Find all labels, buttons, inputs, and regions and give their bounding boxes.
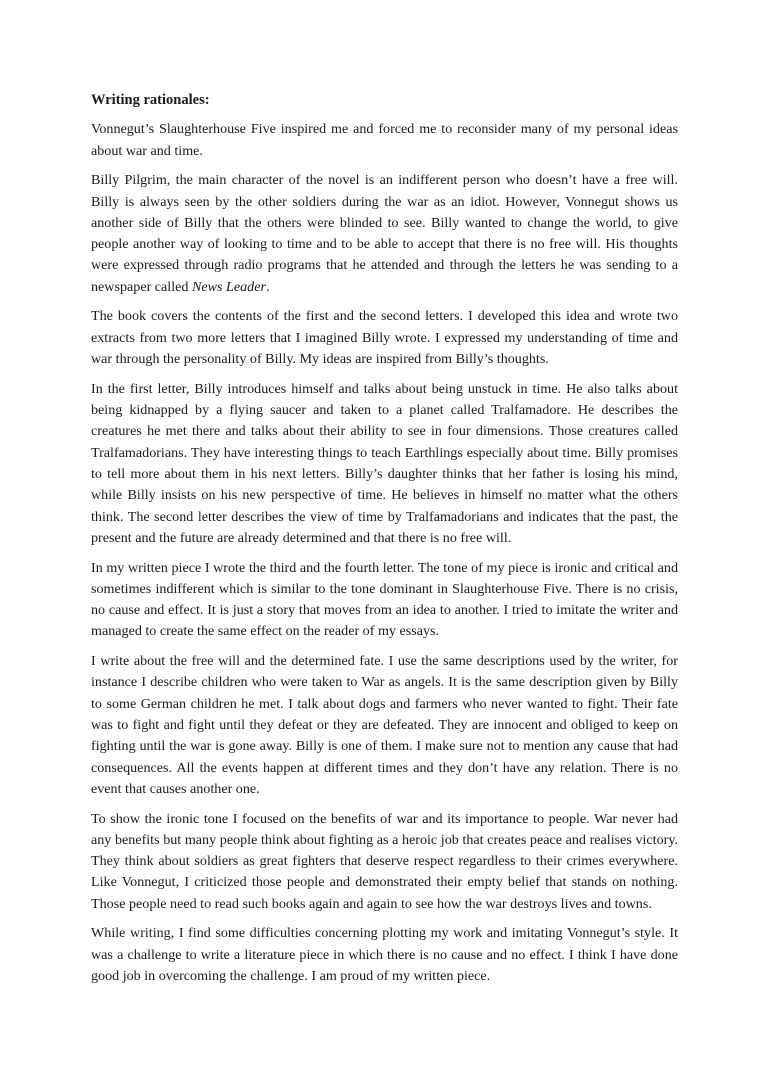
paragraph-2-text: Billy Pilgrim, the main character of the novel is an indifferent person who doesn’t have a free will. Billy is always seen by the other soldiers during the war as an idiot. However, Vonnegut shows us another side of Billy that the others were blinded to see. Billy wanted to change the world, to give people another way of looking to time and to be able to accept that there is no free will. His thoughts were expressed through radio programs that he attended and through the letters he was sending to a newspaper called [91, 172, 678, 295]
paragraph-7: To show the ironic tone I focused on the benefits of war and its importance to people. War never had any benefits but many people think about fighting as a heroic job that creates peace and realises victory. They think about soldiers as great fighters that deserve respect regardless to their crimes everywhere. Like Vonnegut, I criticized those people and demonstrated their empty belief that stands on nothing. Those people need to read such books again and again to see how the war destroys lives and towns. [91, 810, 678, 912]
document-body [91, 90, 678, 996]
paragraph-3: The book covers the contents of the first and the second letters. I developed this idea and wrote two extracts from two more letters that I imagined Billy wrote. I expressed my understanding of time and war through the personality of Billy. My ideas are inspired from Billy’s thoughts. [91, 308, 678, 368]
paragraph-4: In the first letter, Billy introduces himself and talks about being unstuck in time. He also talks about being kidnapped by a flying saucer and taken to a planet called Tralfamadore. He describes the creatures he met there and talks about their ability to see in four dimensions. Those creatures called Tralfamadorians. They have interesting things to teach Earthlings especially about time. Billy promises to tell more about them in his next letters. Billy’s daughter thinks that her father is losing his mind, while Billy insists on his new perspective of time. He believes in himself no matter what the others think. The second letter describes the view of time by Tralfamadorians and indicates that the past, the present and the future are already determined and that there is no free will. [91, 380, 678, 546]
newspaper-title: News Leader [191, 278, 266, 295]
paragraph-6: I write about the free will and the determined fate. I use the same descriptions used by the writer, for instance I describe children who were taken to War as angels. It is the same description given by Billy to some German children he met. I talk about dogs and farmers who never wanted to fight. Their fate was to fight and fight until they defeat or they are defeated. They are innocent and obliged to keep on fighting until the war is gone away. Billy is one of them. I make sure not to mention any cause that had consequences. All the events happen at different times and they don’t have any relation. There is no event that causes another one. [91, 653, 678, 797]
paragraph-8: While writing, I find some difficulties concerning plotting my work and imitating Vonnegut’s style. It was a challenge to write a literature piece in which there is no cause and no effect. I think I have done good job in overcoming the challenge. I am proud of my written piece. [91, 925, 678, 985]
document-heading: Writing rationales: [91, 92, 210, 108]
paragraph-2-end: . [265, 278, 270, 295]
paragraph-5: In my written piece I wrote the third and the fourth letter. The tone of my piece is ironic and critical and sometimes indifferent which is similar to the tone dominant in Slaughterhouse Five. There is no crisis, no cause and effect. It is just a story that moves from an idea to another. I tried to imitate the writer and managed to create the same effect on the reader of my essays. [91, 559, 678, 640]
paragraph-2 [91, 170, 678, 298]
paragraph-1: Vonnegut’s Slaughterhouse Five inspired me and forced me to reconsider many of my personal ideas about war and time. [91, 121, 678, 159]
